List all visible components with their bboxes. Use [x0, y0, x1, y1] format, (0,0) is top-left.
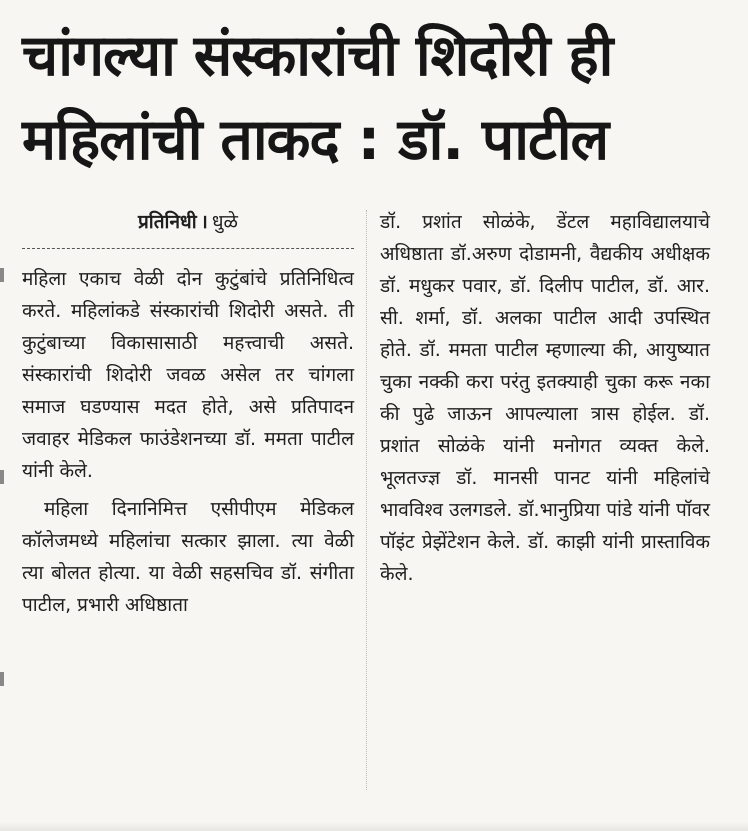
article-column-left [22, 206, 354, 621]
headline-line-1: चांगल्या संस्कारांची शिदोरी ही [22, 23, 613, 89]
article-column-right [380, 206, 710, 590]
paragraph-3: डॉ. प्रशांत सोळंके, डेंटल महाविद्यालयाचे अधिष्ठाता डॉ.अरुण दोडामनी, वैद्यकीय अधीक्षक डॉ. मधुकर पवार, डॉ. दिलीप पाटील, डॉ. आर. सी. शर्मा, डॉ. अलका पाटील आदी उपस्थित होते. डॉ. ममता पाटील म्हणाल्या की, आयुष्यात चुका नक्की करा परंतु इतक्याही चुका करू नका की पुढे जाऊन आपल्याला त्रास होईल. डॉ. प्रशांत सोळंके यांनी मनोगत व्यक्त केले. भूलतज्ज्ञ डॉ. मानसी पानट यांनी महिलांचे भावविश्व उलगडले. डॉ.भानुप्रिया पांडे यांनी पॉवर पॉइंट प्रेझेंटेशन केले. डॉ. काझी यांनी प्रास्ताविक केले. [380, 211, 710, 585]
paragraph-1: महिला एकाच वेळी दोन कुटुंबांचे प्रतिनिधित्व करते. महिलांकडे संस्कारांची शिदोरी असते. ती कुटुंबाच्या विकासासाठी महत्त्वाची असते. संस्कारांची शिदोरी जवळ असेल तर चांगला समाज घडण्यास मदत होते, असे प्रतिपादन जवाहर मेडिकल फाउंडेशनच्या डॉ. ममता पाटील यांनी केले. [22, 268, 354, 482]
headline-line-2: महिलांची ताकद : डॉ. पाटील [22, 107, 609, 173]
byline-location: धुळे [211, 211, 238, 233]
byline-reporter: प्रतिनिधी [138, 211, 197, 233]
paragraph-2: महिला दिनानिमित्त एसीपीएम मेडिकल कॉलेजमध्ये महिलांचा सत्कार झाला. त्या वेळी त्या बोलत होत्या. या वेळी सहसचिव डॉ. संगीता पाटील, प्रभारी अधिष्ठाता [22, 498, 354, 616]
page-bottom-edge [0, 822, 748, 831]
byline [22, 206, 354, 249]
column-divider [366, 210, 367, 790]
byline-separator: । [200, 211, 208, 233]
edge-mark [0, 672, 4, 686]
headline [22, 14, 732, 182]
edge-mark [0, 268, 4, 282]
edge-mark [0, 470, 4, 484]
